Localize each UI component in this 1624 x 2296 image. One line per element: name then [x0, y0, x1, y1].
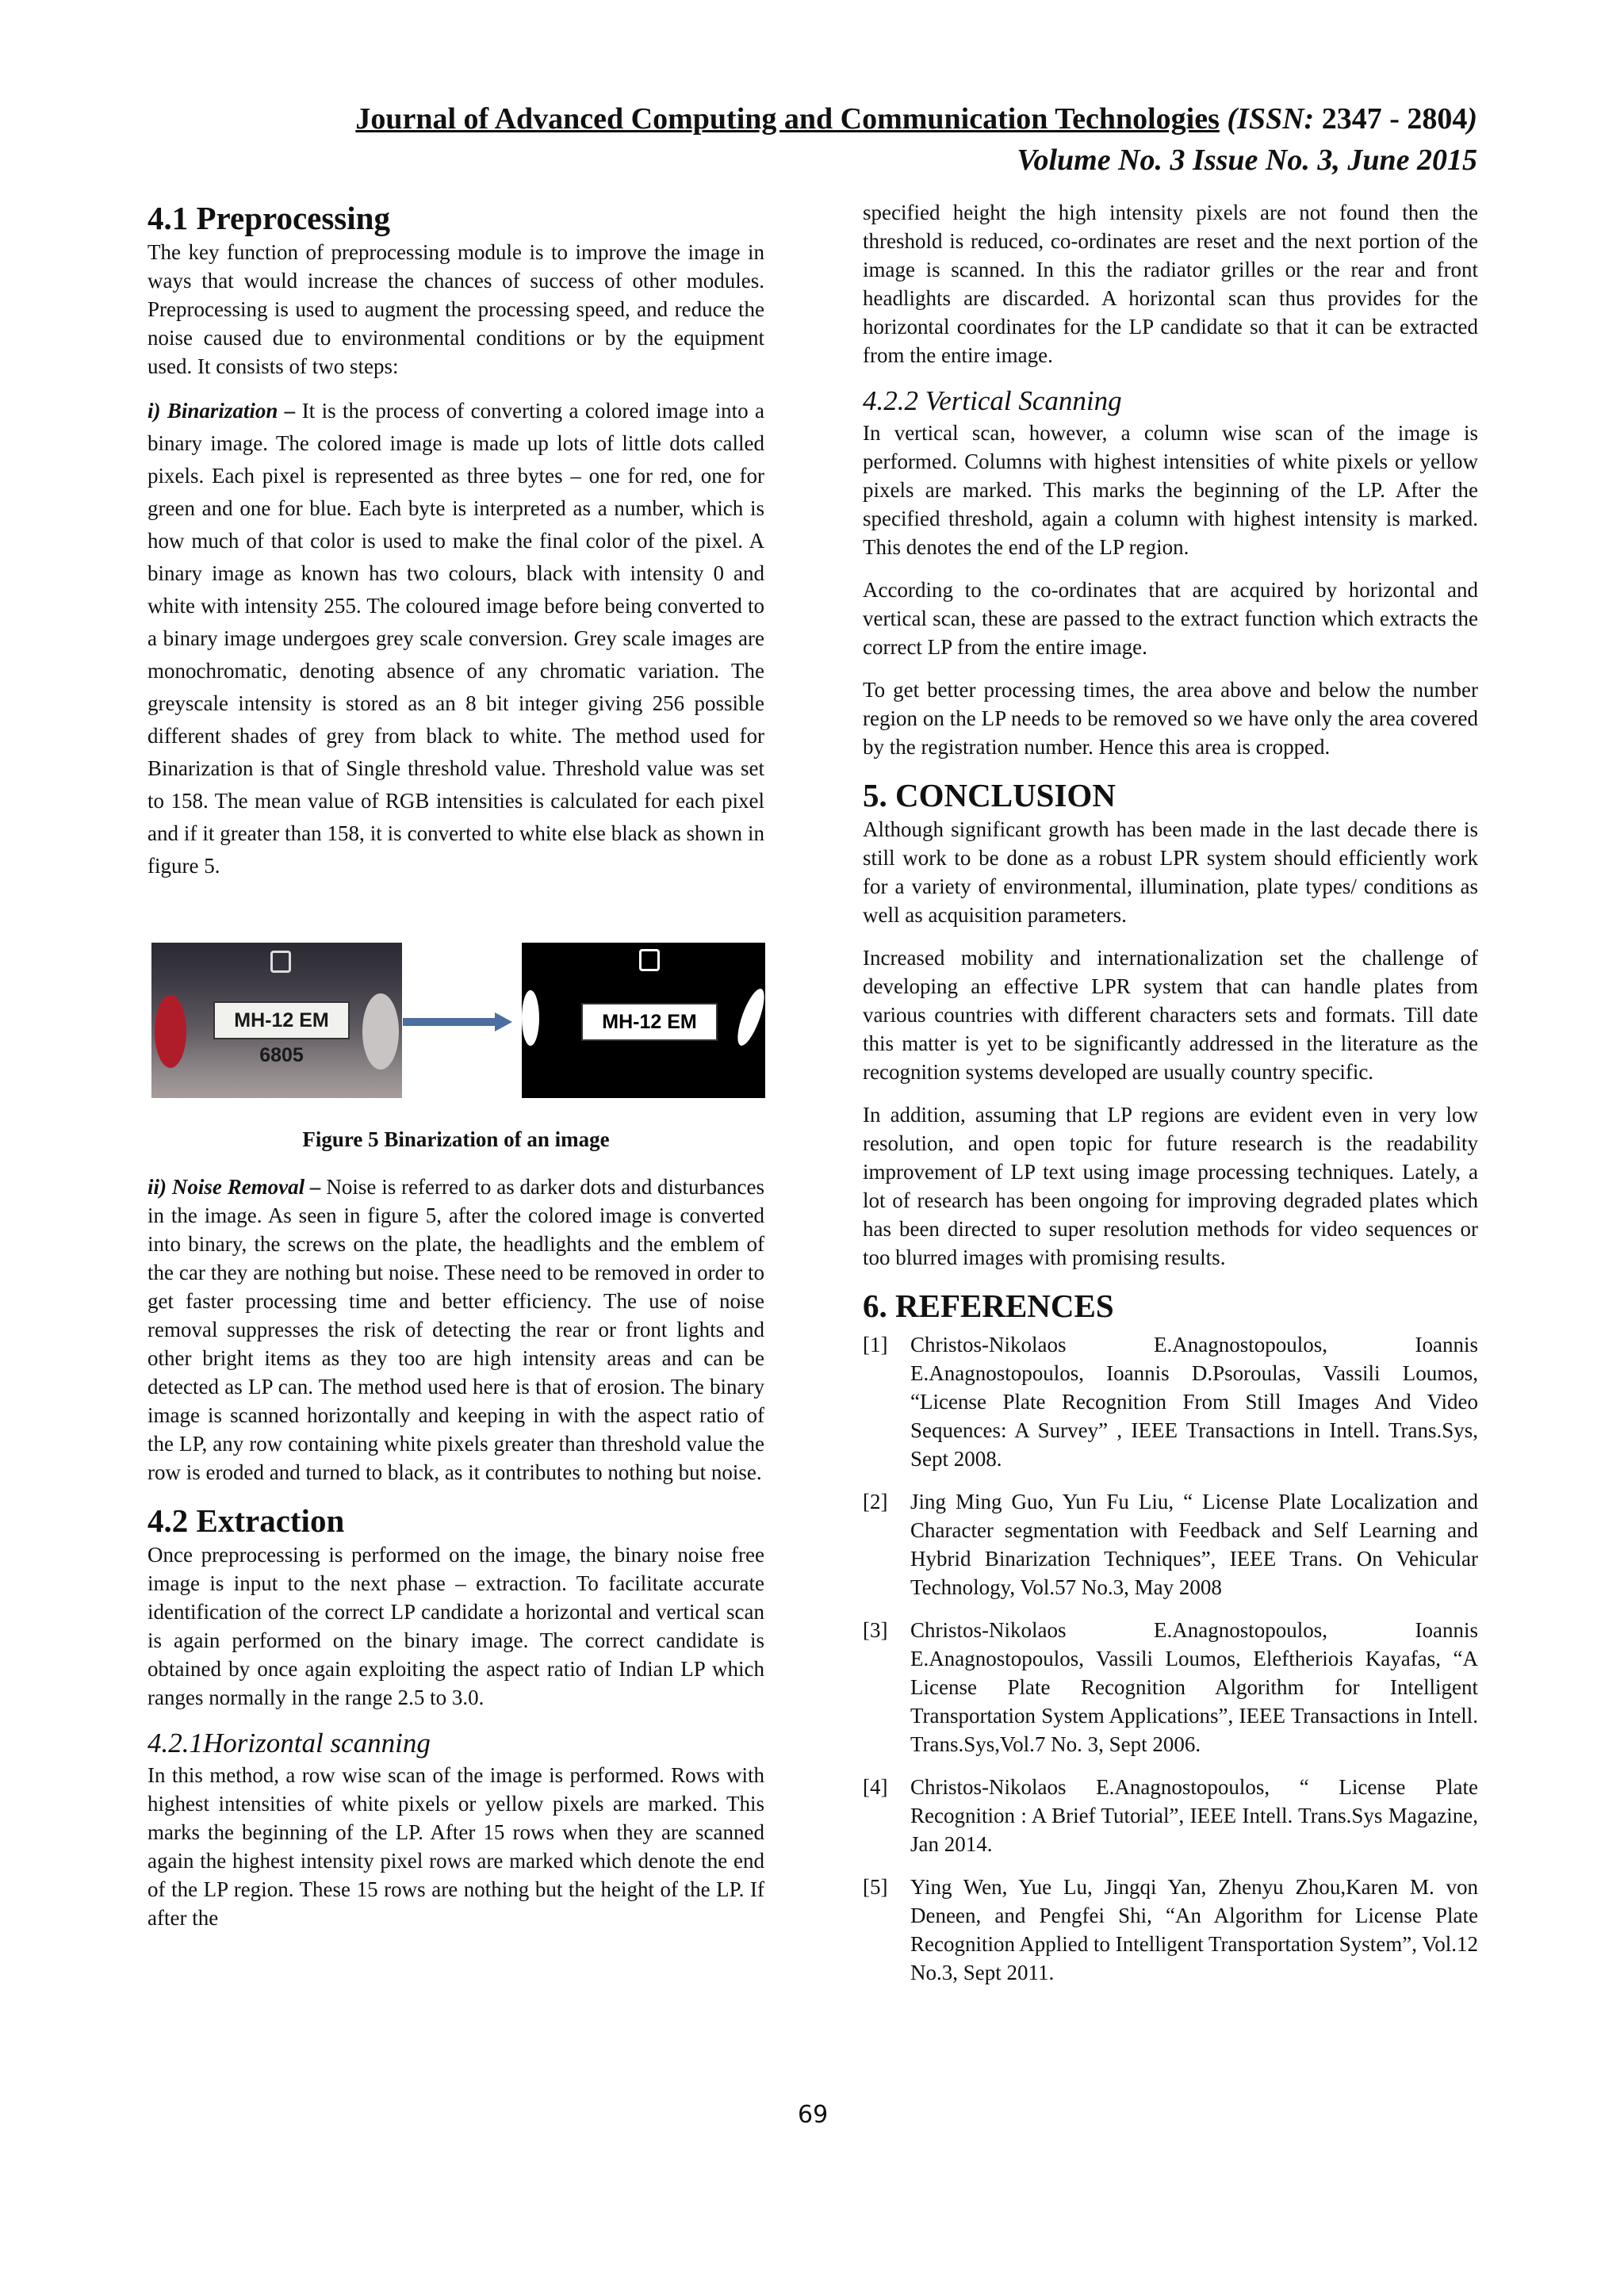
reference-text: Christos-Nikolaos E.Anagnostopoulos, Ioannis E.Anagnostopoulos, Vassili Loumos, Eleftheriois Kayafas, “A License Plate Recognition Algorithm for Intelligent Transportation System Applications”, IEEE Transactions in Intell. Trans.Sys,Vol.7 No. 3, Sept 2006. [910, 1618, 1478, 1756]
figure-5-caption: Figure 5 Binarization of an image [302, 1127, 610, 1151]
volume-info: Volume No. 3 Issue No. 3, June 2015 [1017, 144, 1477, 177]
figure-5 [147, 943, 764, 1098]
right-column [863, 198, 1478, 1987]
section-4-1-paragraph: The key function of preprocessing module is to improve the image in ways that would increase the chances of success of other modules. Preprocessing is used to augment the processing speed, and reduce the noise caused due to environmental conditions or by the equipment used. It consists of two steps: [147, 240, 764, 378]
issn-prefix: (ISSN: [1227, 102, 1315, 136]
section-4-2-2-paragraph-1: In vertical scan, however, a column wise scan of the image is performed. Columns with highest intensities of white pixels or yellow pixels are marked. This marks the beginning of the LP. After the specified threshold, again a column with highest intensity is marked. This denotes the end of the LP region. [863, 421, 1478, 559]
conclusion-paragraph-3: In addition, assuming that LP regions are evident even in very low resolution, and open topic for future research is the readability improvement of LP text using image processing techniques. Lately, a lot of research has been ongoing for improving degraded plates which has been directed to super resolution methods for video sequences or too blurred images with promising results. [863, 1103, 1478, 1269]
binary-light-left [522, 990, 539, 1046]
reference-number: [3] [863, 1618, 888, 1642]
section-4-2-2-paragraph-2: According to the co-ordinates that are acquired by horizontal and vertical scan, these are passed to the extract function which extracts the correct LP from the entire image. [863, 578, 1478, 659]
binarization-paragraph [147, 395, 764, 882]
binary-emblem-icon [639, 949, 660, 971]
page-number: 69 [798, 2101, 829, 2129]
section-4-2-paragraph: Once preprocessing is performed on the image, the binary noise free image is input to the next phase – extraction. To facilitate accurate identification of the correct LP candidate a horizontal and vertical scan is again performed on the binary image. The correct candidate is obtained by once again exploiting the aspect ratio of Indian LP which ranges normally in the range 2.5 to 3.0. [147, 1543, 764, 1709]
noise-removal-paragraph [147, 1173, 764, 1487]
license-plate-binary: MH-12 EM 6805 [581, 1003, 718, 1041]
reference-text: Jing Ming Guo, Yun Fu Liu, “ License Plate Localization and Character segmentation with Feedback and Self Learning and Hybrid Binarization Techniques”, IEEE Trans. On Vehicular Technology, Vol.57 No.3, May 2008 [910, 1490, 1478, 1599]
issn-close: ) [1467, 102, 1477, 136]
section-5-title: 5. CONCLUSION [863, 777, 1116, 813]
car-emblem-icon [270, 951, 291, 973]
reference-number: [1] [863, 1333, 888, 1357]
issn-number: 2347 - 2804 [1314, 102, 1468, 136]
noise-removal-label: ii) Noise Removal – [147, 1175, 321, 1199]
section-4-2-2-title: 4.2.2 Vertical Scanning [863, 385, 1122, 416]
journal-title-line [355, 98, 1477, 140]
reference-item [863, 1487, 1478, 1601]
section-6-title: 6. REFERENCES [863, 1288, 1114, 1324]
reference-text: Ying Wen, Yue Lu, Jingqi Yan, Zhenyu Zhou,Karen M. von Deneen, and Pengfei Shi, “An Algorithm for License Plate Recognition Applied to Intelligent Transportation System”, Vol.12 No.3, Sept 2011. [910, 1875, 1478, 1984]
section-4-2-2-paragraph-3: To get better processing times, the area above and below the number region on the LP needs to be removed so we have only the area covered by the registration number. Hence this area is cropped. [863, 678, 1478, 759]
journal-header [355, 98, 1477, 181]
section-4-2-title: 4.2 Extraction [147, 1502, 345, 1539]
conclusion-paragraph-1: Although significant growth has been made in the last decade there is still work to be done as a robust LPR system should efficiently work for a variety of environmental, illumination, plate types/ conditions as well as acquisition parameters. [863, 817, 1478, 927]
reference-item [863, 1773, 1478, 1858]
reference-number: [5] [863, 1875, 888, 1899]
binarization-label: i) Binarization – [147, 399, 296, 423]
binarization-text: It is the process of converting a colored image into a binary image. The colored image is made up lots of little dots called pixels. Each pixel is represented as three bytes – one for red, one for green and one for blue. Each byte is interpreted as a number, which is how much of that color is used to make the final color of the pixel. A binary image as known has two colours, black with intensity 0 and white with intensity 255. The coloured image before being converted to a binary image undergoes grey scale conversion. Grey scale images are monochromatic, denoting absence of any chromatic variation. The greyscale intensity is stored as an 8 bit integer giving 256 possible different shades of grey from black to white. The method used for Binarization is that of Single threshold value. Threshold value was set to 158. The mean value of RGB intensities is calculated for each pixel and if it greater than 158, it is converted to white else black as shown in figure 5. [147, 399, 764, 878]
arrow-icon [403, 1012, 512, 1031]
reference-number: [2] [863, 1490, 888, 1513]
figure-5-binary-image [522, 943, 765, 1098]
left-column [147, 198, 764, 1932]
reference-item [863, 1616, 1478, 1758]
figure-5-color-image [151, 943, 402, 1098]
reference-item [863, 1873, 1478, 1987]
section-4-2-1-title: 4.2.1Horizontal scanning [147, 1728, 431, 1758]
conclusion-paragraph-2: Increased mobility and internationalization set the challenge of developing an effective LPR system that can handle plates from various countries with different characters sets and formats. Till date this matter is yet to be significantly addressed in the literature as the recognition systems developed are usually country specific. [863, 946, 1478, 1084]
tail-light-right [362, 993, 399, 1070]
binary-light-right [733, 986, 765, 1049]
continued-paragraph: specified height the high intensity pixels are not found then the threshold is reduced, co-ordinates are reset and the next portion of the image is scanned. In this the radiator grilles or the rear and front headlights are discarded. A horizontal scan thus provides for the horizontal coordinates for the LP candidate so that it can be extracted from the entire image. [863, 201, 1478, 367]
reference-text: Christos-Nikolaos E.Anagnostopoulos, “ License Plate Recognition : A Brief Tutorial”, IEEE Intell. Trans.Sys Magazine, Jan 2014. [910, 1775, 1478, 1856]
noise-removal-text: Noise is referred to as darker dots and disturbances in the image. As seen in figure 5, after the colored image is converted into binary, the screws on the plate, the headlights and the emblem of the car they are nothing but noise. These need to be removed in order to get faster processing time and better efficiency. The use of noise removal suppresses the risk of detecting the rear or front lights and other bright items as they too are high intensity areas and can be detected as LP can. The method used here is that of erosion. The binary image is scanned horizontally and keeping in with the aspect ratio of the LP, any row containing white pixels greater than threshold value the row is eroded and turned to black, as it contributes to nothing but noise. [147, 1175, 765, 1484]
reference-text: Christos-Nikolaos E.Anagnostopoulos, Ioannis E.Anagnostopoulos, Ioannis D.Psoroulas, Vassili Loumos, “License Plate Recognition From Still Images And Video Sequences: A Survey” , IEEE Transactions in Intell. Trans.Sys, Sept 2008. [910, 1333, 1478, 1471]
section-4-1-title: 4.1 Preprocessing [147, 200, 390, 236]
reference-item [863, 1330, 1478, 1473]
journal-name: Journal of Advanced Computing and Communication Technologies [355, 102, 1220, 136]
reference-number: [4] [863, 1775, 888, 1799]
reference-list [863, 1330, 1478, 1987]
section-4-2-1-paragraph: In this method, a row wise scan of the image is performed. Rows with highest intensities of white pixels or yellow pixels are marked. This marks the beginning of the LP. After 15 rows when they are scanned again the highest intensity pixel rows are marked which denote the end of the LP region. These 15 rows are nothing but the height of the LP. If after the [147, 1763, 764, 1930]
tail-light-left [155, 995, 186, 1068]
license-plate-color: MH-12 EM 6805 [213, 1001, 350, 1039]
